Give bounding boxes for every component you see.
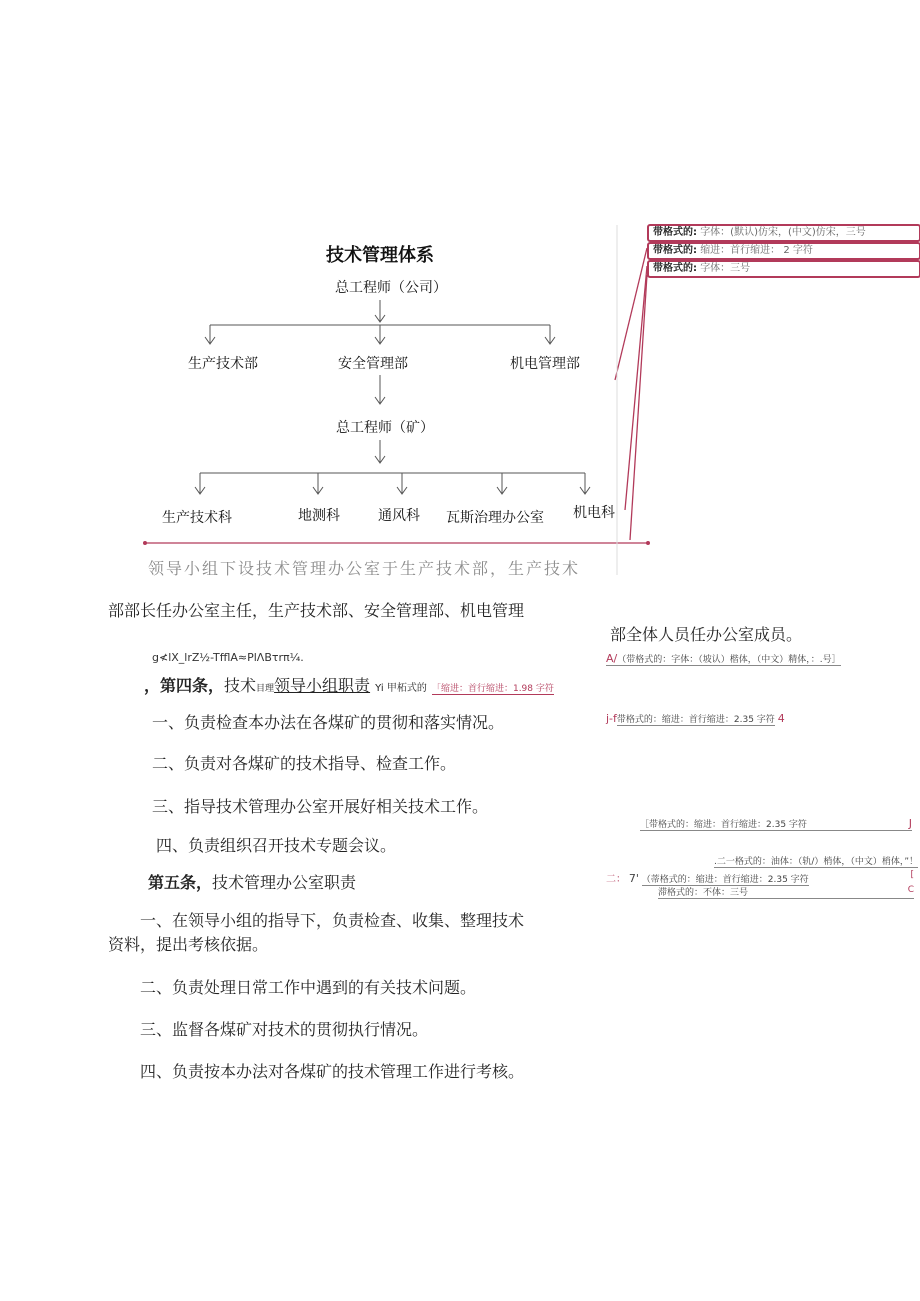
article-5-item-1b: 资料，提出考核依据。 [108,935,269,954]
article-4-item-4: 四、负责组织召开技术专题会议。 [156,836,397,855]
article-5-item-3: 三、监督各煤矿对技术的贯彻执行情况。 [140,1020,429,1039]
article-4-item-3: 三、指导技术管理办公室开展好相关技术工作。 [152,797,489,816]
article-4-title-b: 领导小组职责 [274,676,371,695]
node-ventilation-section: 通风科 [378,508,420,524]
node-gas-office: 瓦斯治理办公室 [446,510,544,526]
article-4-item-2: 二、负责对各煤矿的技术指导、检查工作。 [152,754,457,773]
garbled-text: g≮lX_lrZ½-TfflA≈PlΛBτrπ¼. [152,651,304,664]
article-5-item-4: 四、负责按本办法对各煤矿的技术管理工作进行考核。 [140,1062,525,1081]
paragraph-line-2: 部全体人员任办公室成员。 [610,625,803,644]
article-4-tail: Yi 甲柘式的 [375,683,427,694]
article-4-small: 目理 [256,684,275,694]
margin-note-6[interactable] [658,885,914,899]
margin-note-1[interactable] [606,652,841,666]
margin-note-5-end: [ [910,870,914,880]
article-4-heading [144,673,554,696]
article-4-title-a: 技术 [224,676,257,695]
balloon-text: 缩进：首行缩进： 2 字符 [700,245,813,256]
margin-note-5-text: （蒂格式的：缩进：首行缩进：2.35 字符 [641,875,809,885]
margin-note-5-mark: 二： [606,874,626,885]
node-production-tech-section: 生产技术科 [162,510,232,526]
node-chief-engineer-company: 总工程师（公司） [335,280,447,296]
paragraph-line-1: 部部长任办公室主任，生产技术部、安全管理部、机电管理 [108,601,525,620]
balloon-label: 带格式的: [653,245,697,256]
node-safety-dept: 安全管理部 [338,356,408,372]
margin-note-2[interactable] [606,712,785,725]
faded-paragraph-line: 领导小组下设技术管理办公室于生产技术部，生产技术 [148,559,581,578]
article-5-prefix: 第五条， [148,873,213,892]
margin-note-2-mark: j-f [606,712,617,725]
node-mech-elec-dept: 机电管理部 [510,356,580,372]
margin-note-3-text: ［带格式的：缩进：首行缩进：2.35 字符 [640,820,807,830]
comment-balloon-2[interactable] [647,242,920,260]
node-mech-elec-section: 机电科 [573,505,615,521]
margin-note-3-end: J [908,817,912,830]
margin-note-1-mark: A/ [606,652,618,665]
margin-note-2-text: 带格式的：缩进：首行缩进：2.35 字符 [616,715,775,725]
margin-note-5[interactable] [606,870,916,885]
node-survey-section: 地测科 [298,508,340,524]
article-5-item-2: 二、负责处理日常工作中遇到的有关技术问题。 [140,978,477,997]
margin-note-5-num: 7' [628,872,639,885]
org-chart [140,225,620,545]
node-production-tech-dept: 生产技术部 [188,356,258,372]
article-5-title: 技术管理办公室职责 [212,873,357,892]
margin-note-6-end: C [907,885,914,895]
balloon-text: 字体：(默认)仿宋，(中文)仿宋，三号 [700,227,866,238]
comment-balloon-3[interactable] [647,260,920,278]
balloon-label: 带格式的: [653,263,697,274]
article-4-prefix: ，第四条， [144,676,225,695]
article-5-heading [148,870,356,893]
org-chart-connectors [140,225,620,545]
comment-balloon-1[interactable] [647,224,920,242]
balloon-label: 带格式的: [653,227,697,238]
chart-title: 技术管理体系 [326,245,434,266]
margin-note-1-text: （带格式的：字体：（坡认）楷体，（中文）精体，：.号］ [617,655,841,665]
margin-note-6-text: 滞格式的：不体：三号 [658,888,749,898]
margin-note-4[interactable]: .二一格式的：油体：（轨/）梢体，（中文）梢体，”！ [714,854,918,868]
article-4-note: 「缩进：首行缩进：1.98 字符 [431,684,554,694]
article-4-item-1: 一、负责检查本办法在各煤矿的贯彻和落实情况。 [152,713,505,732]
node-chief-engineer-mine: 总工程师（矿） [336,420,434,436]
balloon-text: 字体：三号 [700,263,751,274]
article-5-item-1a: 一、在领导小组的指导下，负责检查、收集、整理技术 [140,911,525,930]
margin-note-3[interactable] [640,817,912,831]
margin-note-2-end: 4 [777,712,785,725]
